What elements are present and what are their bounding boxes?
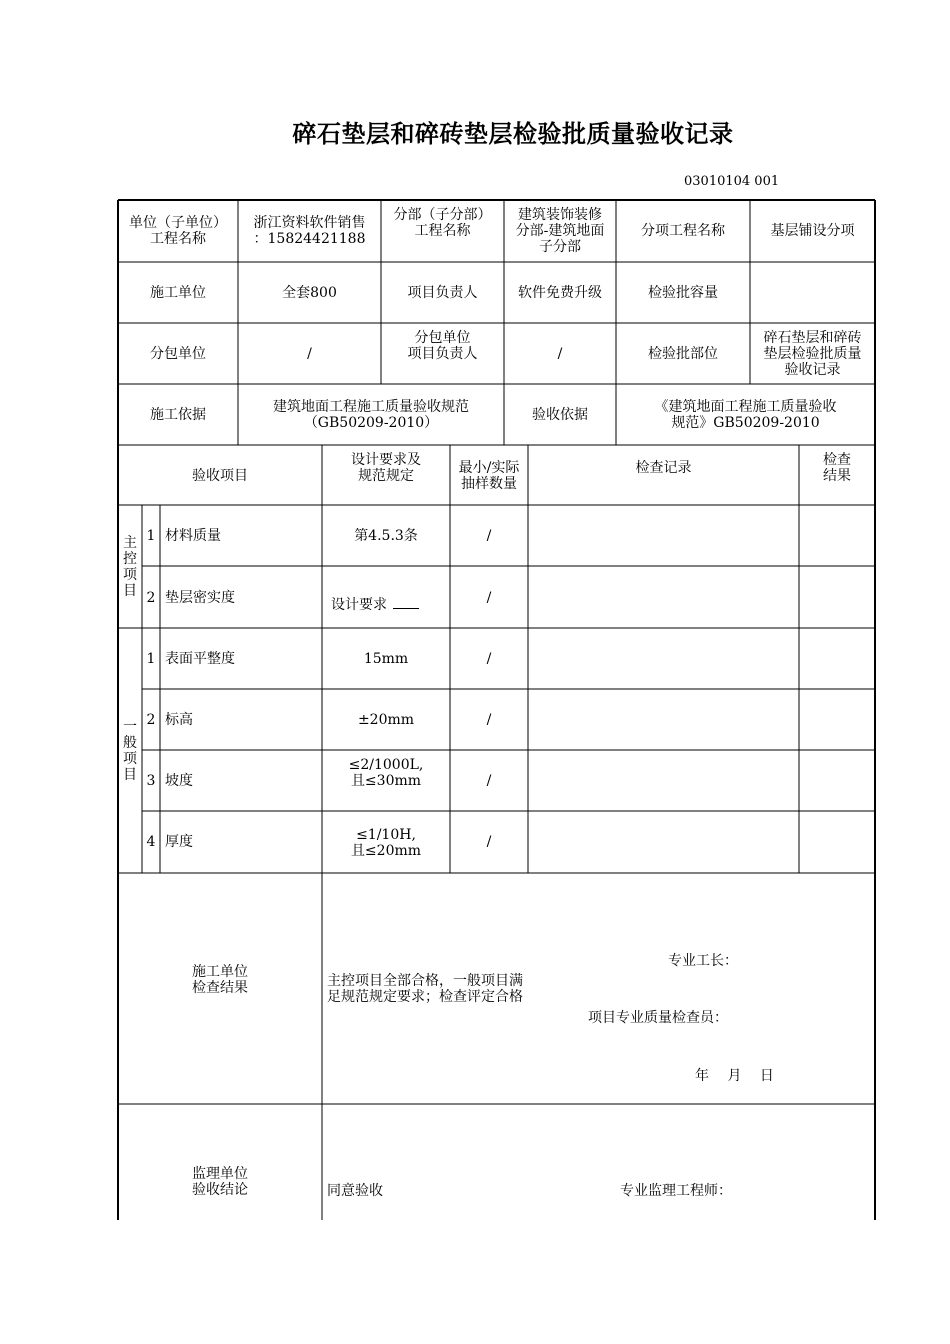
general-item-design: 15mm	[363, 651, 409, 667]
accept-basis-label: 验收依据	[532, 407, 588, 423]
subcontractor-value: /	[307, 346, 312, 362]
general-item-name: 厚度	[165, 834, 193, 850]
subitem-value: 基层铺设分项	[770, 223, 855, 239]
contractor-check-text: 主控项目全部合格，一般项目满 足规范规定要求；检查评定合格	[327, 973, 523, 1005]
general-item-name: 坡度	[165, 773, 193, 789]
sub-pm-label: 分包单位 项目负责人	[407, 330, 478, 362]
quality-inspector-label: 项目专业质量检查员：	[588, 1010, 728, 1026]
division-value: 建筑装饰装修 分部-建筑地面 子分部	[515, 207, 605, 255]
general-item-sample: /	[486, 712, 492, 728]
contractor-check-label: 施工单位 检查结果	[192, 964, 248, 996]
date-label: 年 月 日	[695, 1068, 774, 1084]
main-item-no: 2	[146, 590, 156, 606]
general-item-design: ±20mm	[357, 712, 415, 728]
general-item-no: 4	[146, 834, 156, 850]
general-group-label: 一 般 项 目	[123, 719, 137, 783]
subcontractor-label: 分包单位	[150, 346, 206, 362]
general-item-name: 表面平整度	[165, 651, 235, 667]
supervisor-text: 同意验收	[327, 1183, 383, 1199]
supervisor-label: 监理单位 验收结论	[192, 1166, 248, 1198]
general-item-design: ≤2/1000L, 且≤30mm	[348, 757, 424, 789]
subitem-label: 分项工程名称	[641, 223, 725, 239]
supervising-engineer-label: 专业监理工程师：	[620, 1183, 732, 1199]
main-item-design: 第4.5.3条	[354, 528, 418, 544]
design-requirement-text: 设计要求	[331, 597, 387, 613]
accept-basis-value: 《建筑地面工程施工质量验收 规范》GB50209-2010	[654, 399, 837, 431]
part-label: 检验批部位	[648, 346, 718, 362]
part-value: 碎石垫层和碎砖 垫层检验批质量 验收记录	[763, 330, 862, 378]
unit-label: 单位（子单位） 工程名称	[129, 215, 227, 247]
general-item-no: 1	[146, 651, 156, 667]
capacity-label: 检验批容量	[648, 285, 718, 301]
division-label: 分部（子分部） 工程名称	[393, 207, 492, 239]
general-item-sample: /	[486, 651, 492, 667]
pm-value: 软件免费升级	[518, 285, 602, 301]
main-item-sample: /	[486, 590, 492, 606]
record-code: 03010104 001	[684, 174, 780, 189]
main-item-name: 材料质量	[165, 528, 221, 544]
sub-pm-value: /	[557, 346, 563, 362]
general-item-no: 2	[146, 712, 156, 728]
basis-label: 施工依据	[150, 407, 206, 423]
col-record: 检查记录	[635, 460, 692, 476]
col-sample: 最小/实际 抽样数量	[458, 460, 520, 492]
pm-label: 项目负责人	[407, 285, 478, 301]
main-item-sample: /	[486, 528, 492, 544]
col-result: 检查 结果	[823, 452, 851, 484]
col-item: 验收项目	[192, 468, 248, 484]
contractor-label: 施工单位	[150, 285, 206, 301]
basis-value: 建筑地面工程施工质量验收规范 （GB50209-2010）	[273, 399, 469, 431]
main-item-design	[331, 597, 449, 613]
unit-value: 浙江资料软件销售 ：15824421188	[253, 215, 366, 247]
general-item-sample: /	[486, 773, 492, 789]
main-item-no: 1	[146, 528, 156, 544]
foreman-label: 专业工长：	[668, 953, 738, 969]
main-group-label: 主 控 项 目	[123, 535, 137, 599]
general-item-sample: /	[486, 834, 492, 850]
contractor-value: 全套800	[282, 285, 337, 301]
col-design: 设计要求及 规范规定	[351, 452, 421, 484]
design-blank-line	[393, 598, 419, 609]
general-item-name: 标高	[165, 712, 193, 728]
general-item-no: 3	[146, 773, 156, 789]
main-item-name: 垫层密实度	[165, 590, 235, 606]
page-title: 碎石垫层和碎砖垫层检验批质量验收记录	[292, 119, 734, 148]
general-item-design: ≤1/10H, 且≤20mm	[350, 827, 422, 859]
